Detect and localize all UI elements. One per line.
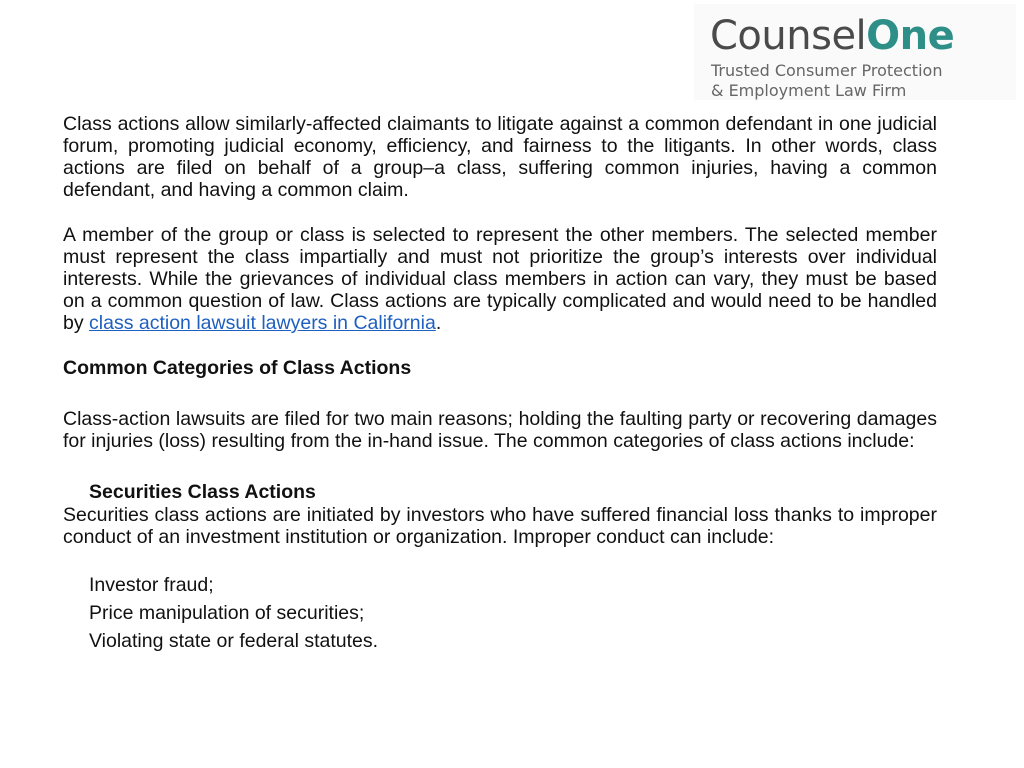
- securities-paragraph: Securities class actions are initiated by investors who have suffered financial loss thanks to improper conduct of an investment institution or organization. Improper conduct can include:: [63, 504, 937, 548]
- logo-wordmark: [710, 12, 954, 60]
- article-body: [63, 113, 937, 655]
- company-logo: [694, 4, 1016, 100]
- securities-subheading: Securities Class Actions: [89, 481, 316, 503]
- logo-tagline-line1: Trusted Consumer Protection: [711, 61, 943, 80]
- list-item: Price manipulation of securities;: [89, 602, 365, 624]
- representative-paragraph: [63, 224, 937, 334]
- list-item: Investor fraud;: [89, 574, 214, 596]
- logo-name-one: One: [866, 13, 955, 59]
- representative-paragraph-end: .: [435, 312, 442, 334]
- section-heading: Common Categories of Class Actions: [63, 357, 412, 379]
- logo-name-counsel: Counsel: [710, 13, 867, 59]
- list-item: Violating state or federal statutes.: [89, 630, 379, 652]
- improper-conduct-list: [63, 571, 937, 655]
- categories-paragraph: Class-action lawsuits are filed for two main reasons; holding the faulting party or recovering damages for injuries (loss) resulting from the in-hand issue. The common categories of class actions include:: [63, 408, 937, 452]
- representative-paragraph-text: A member of the group or class is selected to represent the other members. The selected member must represent the class impartially and must not prioritize the group’s interests over individual interests. While the grievances of individual class members in action can vary, they must be based on a common question of law. Class actions are typically complicated and would need to be handled by: [63, 224, 937, 334]
- class-action-lawyers-link[interactable]: class action lawsuit lawyers in California: [89, 312, 436, 334]
- intro-paragraph: Class actions allow similarly-affected claimants to litigate against a common defendant in one judicial forum, promoting judicial economy, efficiency, and fairness to the litigants. In other words, class actions are filed on behalf of a group–a class, suffering common injuries, having a common defendant, and having a common claim.: [63, 113, 937, 201]
- logo-tagline-line2: & Employment Law Firm: [711, 81, 907, 100]
